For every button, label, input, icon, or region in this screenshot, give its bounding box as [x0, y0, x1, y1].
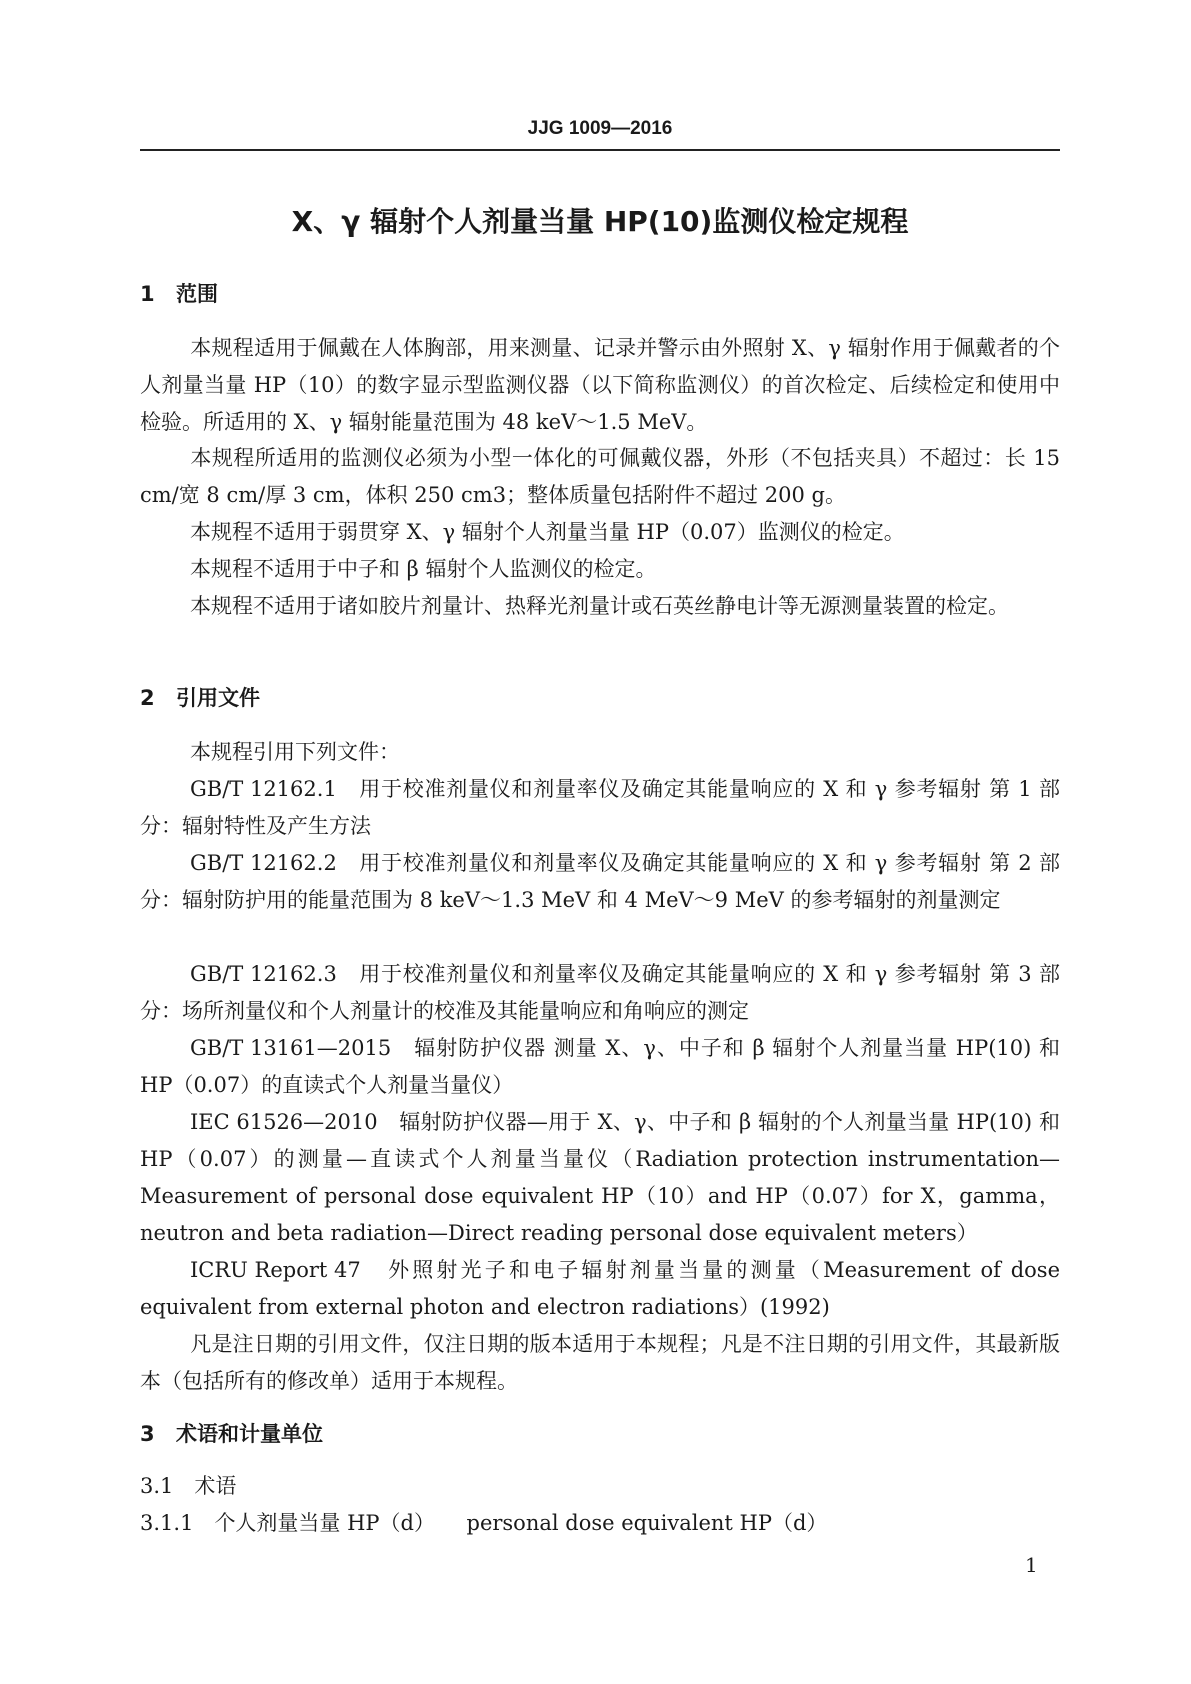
section-number: 3 — [140, 1422, 155, 1446]
reference-code: GB/T 12162.1 — [190, 777, 337, 801]
section-title: 范围 — [176, 282, 218, 306]
scope-paragraph-5 — [140, 588, 1060, 625]
reference-title: 用于校准剂量仪和剂量率仪及确定其能量响应的 X 和 γ 参考辐射 第 1 部分：辐射特性及产生方法 — [140, 777, 1060, 838]
reference-item — [140, 1104, 1060, 1252]
reference-code: IEC 61526—2010 — [190, 1110, 378, 1134]
section-title: 引用文件 — [176, 686, 260, 710]
reference-code: GB/T 13161—2015 — [190, 1036, 392, 1060]
reference-item — [140, 1252, 1060, 1326]
page-header-code: JJG 1009—2016 — [527, 118, 673, 139]
reference-code: ICRU Report 47 — [190, 1258, 361, 1282]
reference-item — [140, 771, 1060, 845]
reference-item — [140, 845, 1060, 919]
section-number: 1 — [140, 282, 155, 306]
paragraph-text: 本规程适用于佩戴在人体胸部，用来测量、记录并警示由外照射 X、γ 辐射作用于佩戴者的个人剂量当量 HP（10）的数字显示型监测仪器（以下简称监测仪）的首次检定、后续检定和使用中检验。所适用的 X、γ 辐射能量范围为 48 keV～1.5 MeV。 — [140, 336, 1060, 434]
subsection-3-1 — [140, 1470, 236, 1500]
reference-code: GB/T 12162.2 — [190, 851, 337, 875]
section-title: 术语和计量单位 — [176, 1422, 323, 1446]
subsection-title: 个人剂量当量 HP（d） — [214, 1511, 425, 1535]
section-3-heading — [140, 1418, 323, 1448]
section-1-heading — [140, 278, 218, 308]
reference-title: 用于校准剂量仪和剂量率仪及确定其能量响应的 X 和 γ 参考辐射 第 2 部分：辐射防护用的能量范围为 8 keV～1.3 MeV 和 4 MeV～9 MeV 的参考辐射的剂量测定 — [140, 851, 1060, 912]
header-rule — [140, 149, 1060, 151]
paragraph-text: 本规程引用下列文件： — [190, 740, 400, 764]
scope-paragraph-3 — [140, 514, 1060, 551]
paragraph-text: 本规程不适用于弱贯穿 X、γ 辐射个人剂量当量 HP（0.07）监测仪的检定。 — [190, 520, 905, 544]
document-title: X、γ 辐射个人剂量当量 HP(10)监测仪检定规程 — [291, 205, 909, 238]
subsection-number: 3.1 — [140, 1474, 174, 1498]
paragraph-text: 本规程所适用的监测仪必须为小型一体化的可佩戴仪器，外形（不包括夹具）不超过：长 15 cm/宽 8 cm/厚 3 cm，体积 250 cm3；整体质量包括附件不超过 200 g。 — [140, 446, 1060, 507]
references-note — [140, 1326, 1060, 1400]
subsection-title: 术语 — [194, 1474, 237, 1498]
reference-item — [140, 956, 1060, 1030]
page-number: 1 — [1025, 1553, 1038, 1577]
references-intro — [140, 734, 1060, 771]
scope-paragraph-2 — [140, 440, 1060, 514]
reference-title: 辐射防护仪器 测量 X、γ、中子和 β 辐射个人剂量当量 HP(10) 和 HP（0.07）的直读式个人剂量当量仪） — [140, 1036, 1061, 1097]
reference-title: 外照射光子和电子辐射剂量当量的测量（Measurement of dose equivalent from external photon and electron radiations）(1992) — [140, 1258, 1061, 1319]
reference-item — [140, 1030, 1060, 1104]
scope-paragraph-1 — [140, 330, 1060, 441]
paragraph-text: 凡是注日期的引用文件，仅注日期的版本适用于本规程；凡是不注日期的引用文件，其最新版本（包括所有的修改单）适用于本规程。 — [140, 1332, 1060, 1393]
section-number: 2 — [140, 686, 155, 710]
reference-title: 用于校准剂量仪和剂量率仪及确定其能量响应的 X 和 γ 参考辐射 第 3 部分：场所剂量仪和个人剂量计的校准及其能量响应和角响应的测定 — [140, 962, 1060, 1023]
reference-title: 辐射防护仪器—用于 X、γ、中子和 β 辐射的个人剂量当量 HP(10) 和 HP（0.07）的测量—直读式个人剂量当量仪（Radiation protection instrumentation—Measurement of personal dose equivalent HP（10）and HP（0.07）for X，gamma，neutron and beta radiation—Direct reading personal dose equivalent meters） — [140, 1110, 1061, 1245]
paragraph-text: 本规程不适用于中子和 β 辐射个人监测仪的检定。 — [190, 557, 657, 581]
subsection-english-title: personal dose equivalent HP（d） — [466, 1511, 828, 1535]
subsection-number: 3.1.1 — [140, 1511, 194, 1535]
section-2-heading — [140, 682, 260, 712]
scope-paragraph-4 — [140, 551, 1060, 588]
paragraph-text: 本规程不适用于诸如胶片剂量计、热释光剂量计或石英丝静电计等无源测量装置的检定。 — [190, 594, 1009, 618]
subsection-3-1-1 — [140, 1507, 827, 1537]
reference-code: GB/T 12162.3 — [190, 962, 337, 986]
